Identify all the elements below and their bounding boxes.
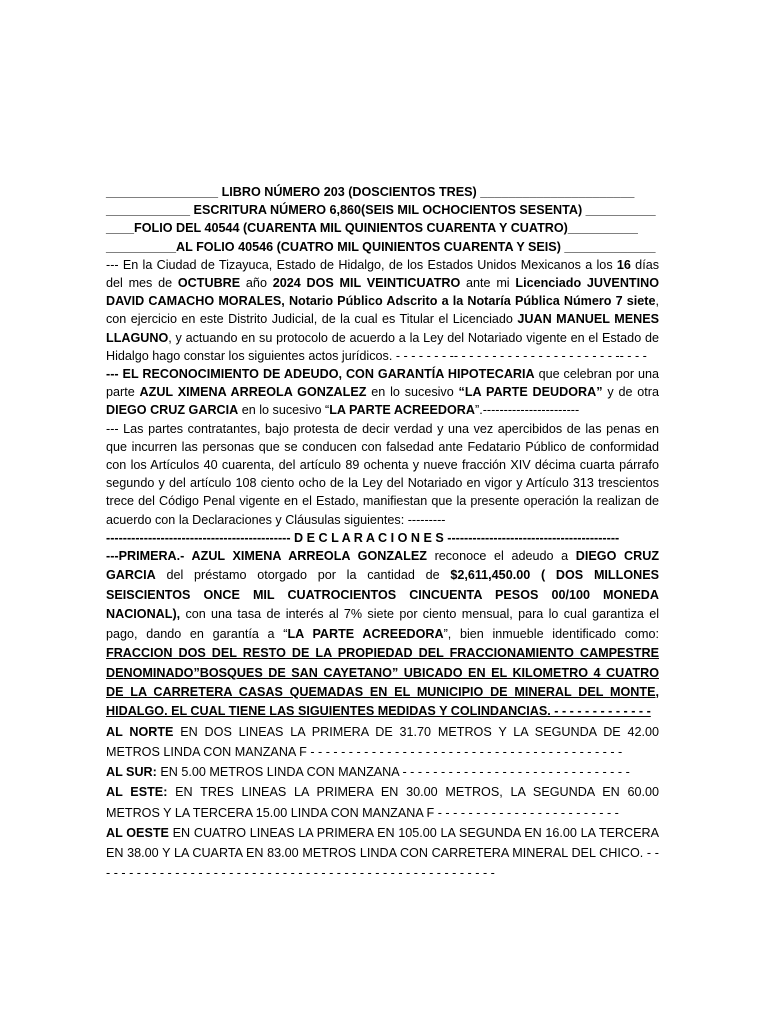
property-description: FRACCION DOS DEL RESTO DE LA PROPIEDAD DEL FRACCIONAMIENTO CAMPESTRE DENOMINADO”BOSQUES DE SAN CAYETANO” UBICADO EN EL KILOMETRO 4 CUATRO DE LA CARRETERA CASAS QUEMADAS EN EL MUNICIPIO DE MINERAL DEL MONTE, HIDALGO. EL CUAL TIENE LAS SIGUIENTES MEDIDAS Y COLINDANCIAS. - - - - - - - - - - - - - xyxy=(106,646,659,719)
protest-paragraph: --- Las partes contratantes, bajo protesta de decir verdad y una vez apercibidos de las penas en que incurren las personas que se conducen con falsedad ante Fedatario Público de conformidad con los Artículos 40 cuarenta, del artículo 89 ochenta y nueve fracción XIV décima cuarta párrafo segundo y del artículo 108 ciento ocho de la Ley del Notariado en vigor y Artículo 313 trescientos trece del Código Penal vigente en el Estado, manifiestan que la presente operación la realizan de acuerdo con la Declaraciones y Cláusulas siguientes: --------- xyxy=(106,421,659,527)
boundary-este: AL ESTE: EN TRES LINEAS LA PRIMERA EN 30.00 METROS, LA SEGUNDA EN 60.00 METROS Y LA TERCERA 15.00 LINDA CON MANZANA F - - - - - - - - - - - - - - - - - - - - - - - - xyxy=(106,785,659,820)
declaraciones-heading: -------------------------------------------- D E C L A R A C I O N E S ----------------------------------------- xyxy=(106,530,620,545)
boundary-oeste: AL OESTE EN CUATRO LINEAS LA PRIMERA EN 105.00 LA SEGUNDA EN 16.00 LA TERCERA EN 38.00 Y LA CUARTA EN 83.00 METROS LINDA CON CARRETERA MINERAL DEL CHICO. - - - - - - - - - - - - - - - - - - - - - - - - - - - - - - - - - - - - - - - - - - - - - - - - - - - - - xyxy=(106,825,659,881)
primera-paragraph: ---PRIMERA.- AZUL XIMENA ARREOLA GONZALEZ reconoce el adeudo a DIEGO CRUZ GARCIA del préstamo otorgado por la cantidad de $2,611,450.00 ( DOS MILLONES SEISCIENTOS ONCE MIL CUATROCIENTOS CINCUENTA PESOS 00/100 MONEDA NACIONAL), con una tasa de interés al 7% siete por ciento mensual, para lo cual garantiza el pago, dando en garantía a “LA PARTE ACREEDORA”, bien inmueble identificado como: FRACCION DOS DEL RESTO DE LA PROPIEDAD DEL FRACCIONAMIENTO CAMPESTRE DENOMINADO”BOSQUES DE SAN CAYETANO” UBICADO EN EL KILOMETRO 4 CUATRO DE LA CARRETERA CASAS QUEMADAS EN EL MUNICIPIO DE MINERAL DEL MONTE, HIDALGO. EL CUAL TIENE LAS SIGUIENTES MEDIDAS Y COLINDANCIAS. - - - - - - - - - - - - - xyxy=(106,549,660,719)
al-folio-line: __________AL FOLIO 40546 (CUATRO MIL QUINIENTOS CUARENTA Y SEIS) _____________ xyxy=(106,239,656,254)
escritura-line: ____________ ESCRITURA NÚMERO 6,860(SEIS MIL OCHOCIENTOS SESENTA) __________ xyxy=(106,203,656,218)
intro-paragraph: --- En la Ciudad de Tizayuca, Estado de Hidalgo, de los Estados Unidos Mexicanos a los 16 días del mes de OCTUBRE año 2024 DOS MIL VEINTICUATRO ante mi Licenciado JUVENTINO DAVID CAMACHO MORALES, Notario Público Adscrito a la Notaría Pública Número 7 siete, con ejercicio en este Distrito Judicial, de la cual es Titular el Licenciado JUAN MANUEL MENES LLAGUNO, y actuando en su protocolo de acuerdo a la Ley del Notariado vigente en el Estado de Hidalgo hago constar los siguientes actos jurídicos. - - - - - - - -- - - - - - - - - - - - - - - - - - - - - -- - - - xyxy=(106,257,659,363)
folio-del-line: ____FOLIO DEL 40544 (CUARENTA MIL QUINIENTOS CUARENTA Y CUATRO)__________ xyxy=(106,221,638,236)
boundary-sur: AL SUR: EN 5.00 METROS LINDA CON MANZANA - - - - - - - - - - - - - - - - - - - - - - - - - - - - - - xyxy=(106,765,630,780)
document-body xyxy=(106,183,659,883)
act-paragraph: --- EL RECONOCIMIENTO DE ADEUDO, CON GARANTÍA HIPOTECARIA que celebran por una parte AZUL XIMENA ARREOLA GONZALEZ en lo sucesivo “LA PARTE DEUDORA” y de otra DIEGO CRUZ GARCIA en lo sucesivo “LA PARTE ACREEDORA”.----------------------- xyxy=(106,367,659,418)
libro-line: ________________ LIBRO NÚMERO 203 (DOSCIENTOS TRES) ______________________ xyxy=(106,185,635,199)
boundary-norte: AL NORTE EN DOS LINEAS LA PRIMERA DE 31.70 METROS Y LA SEGUNDA DE 42.00 METROS LINDA CON MANZANA F - - - - - - - - - - - - - - - - - - - - - - - - - - - - - - - - - - - - - - - - - xyxy=(106,724,660,759)
